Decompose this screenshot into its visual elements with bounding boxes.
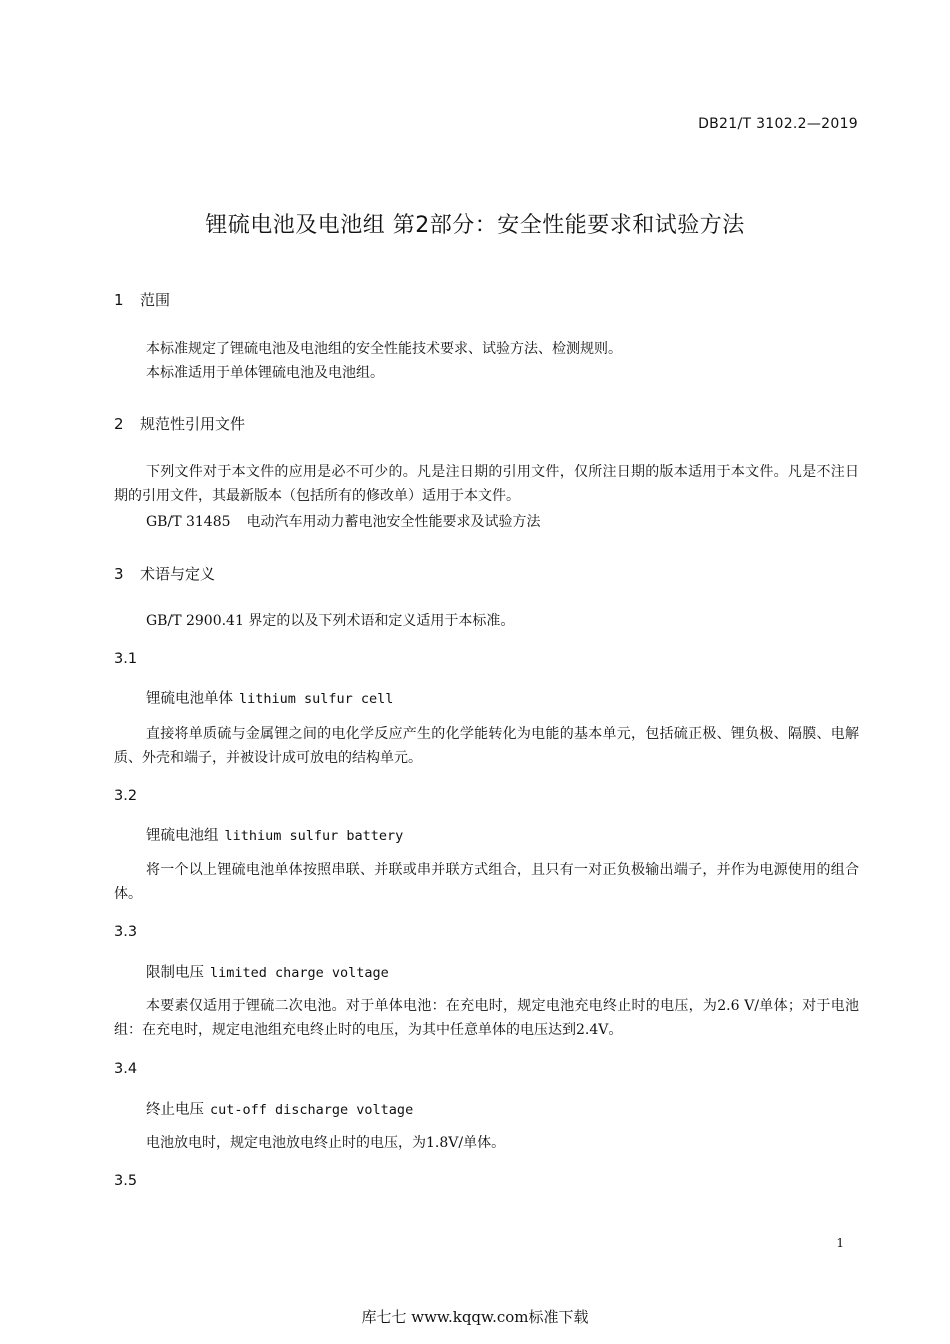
term-heading bbox=[146, 1098, 413, 1119]
term-definition: 直接将单质硫与金属锂之间的电化学反应产生的化学能转化为电能的基本单元，包括硫正极、锂负极、隔膜、电解质、外壳和端子，并被设计成可放电的结构单元。 bbox=[114, 726, 859, 766]
term-zh: 锂硫电池组 bbox=[146, 828, 219, 844]
term-en: lithium sulfur battery bbox=[224, 828, 404, 844]
section-2-heading bbox=[114, 413, 245, 434]
document-title: 锂硫电池及电池组 第2部分：安全性能要求和试验方法 bbox=[205, 213, 745, 238]
term-heading bbox=[146, 687, 393, 708]
section-1-paragraph-2: 本标准适用于单体锂硫电池及电池组。 bbox=[146, 365, 384, 381]
section-title: 范围 bbox=[140, 291, 171, 309]
term-number: 3.2 bbox=[114, 788, 138, 804]
term-zh: 终止电压 bbox=[146, 1102, 204, 1118]
term-definition: 将一个以上锂硫电池单体按照串联、并联或串并联方式组合，且只有一对正负极输出端子，并作为电源使用的组合体。 bbox=[114, 862, 859, 902]
footer-watermark: 库七七 www.kqqw.com标准下载 bbox=[361, 1308, 589, 1326]
section-1-heading bbox=[114, 289, 170, 310]
section-3-intro: GB/T 2900.41 界定的以及下列术语和定义适用于本标准。 bbox=[146, 613, 515, 629]
term-number: 3.3 bbox=[114, 924, 138, 940]
term-heading bbox=[146, 824, 403, 845]
term-definition: 本要素仅适用于锂硫二次电池。对于单体电池：在充电时，规定电池充电终止时的电压，为2.6 V/单体；对于电池组：在充电时，规定电池组充电终止时的电压，为其中任意单体的电压达到2.4V。 bbox=[114, 998, 859, 1038]
term-en: cut-off discharge voltage bbox=[210, 1102, 414, 1118]
section-title: 规范性引用文件 bbox=[140, 415, 246, 433]
term-number: 3.5 bbox=[114, 1173, 138, 1189]
term-number: 3.4 bbox=[114, 1061, 138, 1077]
section-3-heading bbox=[114, 563, 215, 584]
section-number: 3 bbox=[114, 565, 124, 583]
term-en: lithium sulfur cell bbox=[239, 691, 394, 707]
section-number: 1 bbox=[114, 291, 124, 309]
term-zh: 锂硫电池单体 bbox=[146, 691, 233, 707]
normative-reference bbox=[146, 510, 541, 534]
reference-title: 电动汽车用动力蓄电池安全性能要求及试验方法 bbox=[246, 514, 541, 530]
term-heading bbox=[146, 961, 389, 982]
section-number: 2 bbox=[114, 415, 124, 433]
term-number: 3.1 bbox=[114, 651, 138, 667]
term-zh: 限制电压 bbox=[146, 965, 204, 981]
standard-code: DB21/T 3102.2—2019 bbox=[698, 116, 858, 132]
term-definition: 电池放电时，规定电池放电终止时的电压，为1.8V/单体。 bbox=[146, 1135, 506, 1151]
page-number: 1 bbox=[836, 1236, 844, 1250]
reference-code: GB/T 31485 bbox=[146, 514, 231, 530]
section-title: 术语与定义 bbox=[140, 565, 216, 583]
term-en: limited charge voltage bbox=[210, 965, 389, 981]
section-1-paragraph-1: 本标准规定了锂硫电池及电池组的安全性能技术要求、试验方法、检测规则。 bbox=[146, 341, 622, 357]
section-2-paragraph: 下列文件对于本文件的应用是必不可少的。凡是注日期的引用文件，仅所注日期的版本适用于本文件。凡是不注日期的引用文件，其最新版本（包括所有的修改单）适用于本文件。 bbox=[114, 464, 859, 504]
